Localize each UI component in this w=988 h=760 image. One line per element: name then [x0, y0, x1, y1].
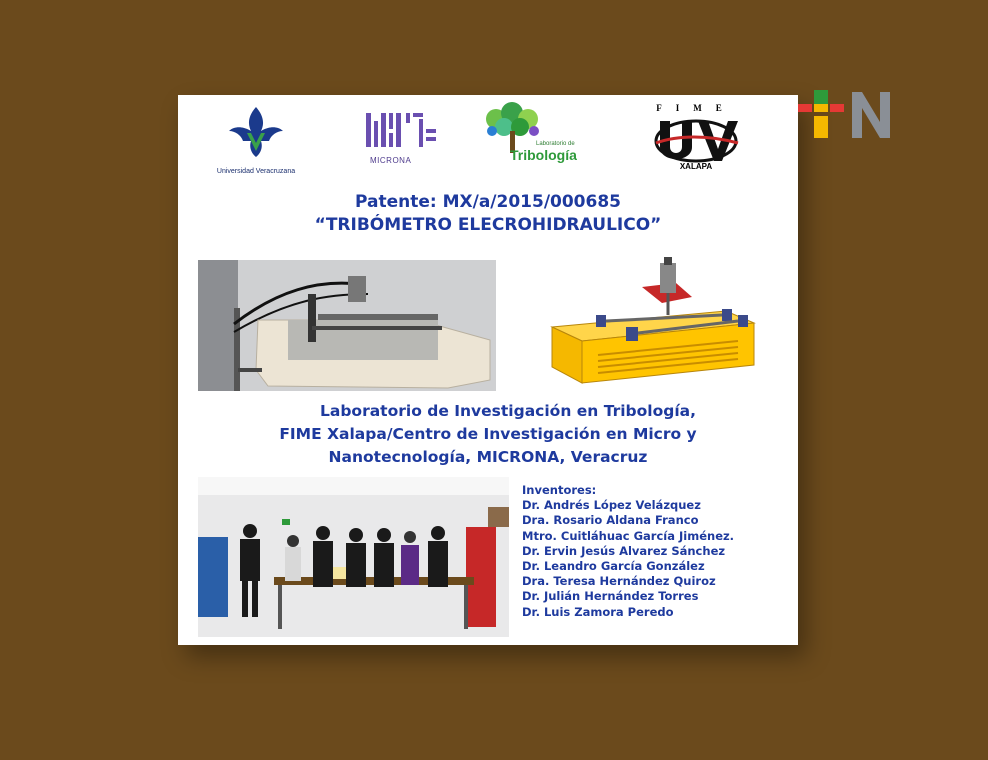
tribometer-3d-render — [542, 257, 764, 393]
tribometer-photo — [198, 260, 496, 391]
inventor-name: Dr. Julián Hernández Torres — [522, 589, 699, 604]
fime-top-text: FIME — [656, 103, 736, 113]
inventor-name: Mtro. Cuitláhuac García Jiménez. — [522, 528, 735, 543]
fime-bottom-text: XALAPA — [679, 162, 713, 171]
inventor-name: Dra. Teresa Hernández Quiroz — [522, 574, 716, 589]
trib-caption: Tribología — [510, 147, 577, 163]
patent-name: “TRIBÓMETRO ELECROHIDRAULICO” — [314, 215, 662, 235]
inventors-list — [522, 483, 734, 620]
laboratory-credits — [178, 400, 798, 469]
news-brand-logo — [798, 90, 898, 140]
tribologia-lab-logo — [474, 101, 604, 171]
fime-emblem-icon — [648, 113, 744, 169]
patent-title — [178, 191, 798, 237]
fleur-de-lis-icon — [221, 103, 291, 159]
microna-logo — [364, 109, 440, 165]
inventor-name: Dr. Ervin Jesús Alvarez Sánchez — [522, 543, 726, 558]
inventor-name: Dr. Andrés López Velázquez — [522, 498, 701, 513]
inventor-name: Dr. Leandro García González — [522, 559, 705, 574]
patent-poster — [178, 95, 798, 645]
inventor-name: Dr. Luis Zamora Peredo — [522, 604, 674, 619]
lab-line-3: Nanotecnología, MICRONA, Veracruz — [328, 448, 648, 466]
plus-n-logo-icon — [798, 90, 898, 140]
microna-caption: MICRONA — [370, 156, 412, 165]
universidad-veracruzana-logo — [196, 103, 316, 173]
lab-line-2: FIME Xalapa/Centro de Investigación en Micro y — [279, 425, 697, 443]
trib-caption-small: Laboratorio de — [536, 141, 575, 147]
fime-uv-logo — [648, 103, 744, 173]
inventor-name: Dra. Rosario Aldana Franco — [522, 513, 699, 528]
patent-number: Patente: MX/a/2015/000685 — [354, 192, 621, 212]
lab-line-1: Laboratorio de Investigación en Tribología, — [320, 402, 696, 420]
microna-mark-icon — [364, 109, 440, 153]
uv-caption: Universidad Veracruzana — [216, 168, 296, 175]
inventors-group-photo — [198, 477, 509, 637]
inventors-heading: Inventores: — [522, 483, 597, 497]
